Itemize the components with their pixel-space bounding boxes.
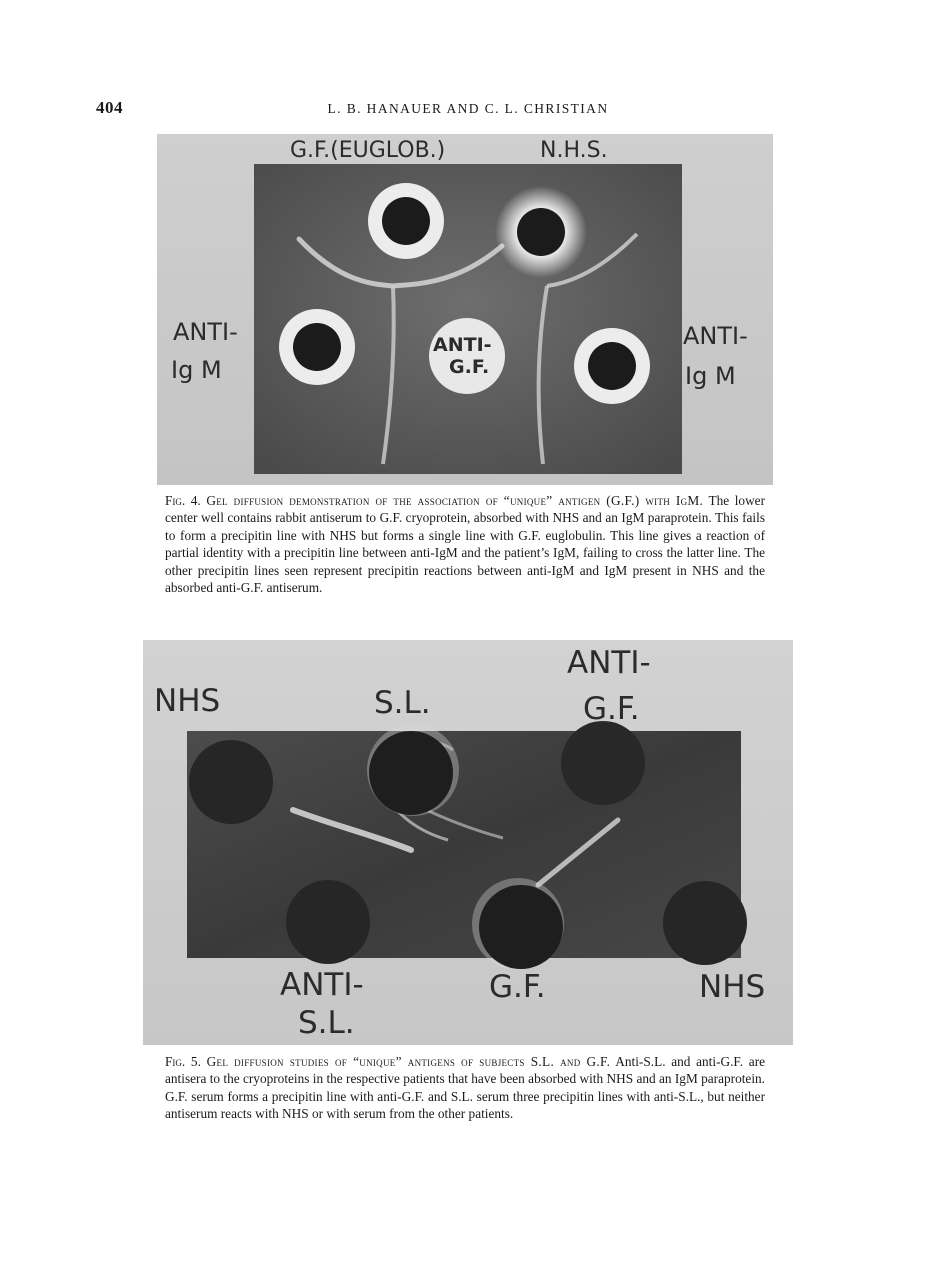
label-nhs-top: NHS [154, 683, 221, 719]
label-anti-gf-line2: G.F. [583, 691, 640, 727]
figure-4-caption-title: Gel diffusion demonstration of the association of “unique” antigen (G.F.) with IgM. [206, 493, 704, 508]
well-sl [367, 724, 459, 816]
label-anti-gf-line1: ANTI- [567, 645, 651, 681]
well-gf [472, 878, 564, 970]
well-nhs-bottom [663, 881, 747, 965]
page-number: 404 [96, 98, 123, 117]
well-gf-euglob [368, 183, 444, 259]
label-anti-sl-line1: ANTI- [280, 967, 364, 1003]
well-anti-gf [561, 721, 645, 805]
well-nhs-top [189, 740, 273, 824]
figure-4-caption-label: Fig. 4. [165, 493, 201, 508]
figure-5-caption [165, 1053, 765, 1123]
label-nhs: N.H.S. [540, 138, 608, 163]
label-anti-igm-right-line2: Ig M [685, 362, 736, 390]
well-anti-igm-left [279, 309, 355, 385]
label-gf-euglob: G.F.(EUGLOB.) [290, 138, 446, 163]
figure-5-photo [143, 640, 793, 1045]
label-sl: S.L. [374, 685, 431, 721]
well-anti-sl [286, 880, 370, 964]
label-anti-igm-left-line1: ANTI- [173, 318, 238, 346]
label-anti-igm-left-line2: Ig M [171, 356, 222, 384]
label-center-well-line1: ANTI- [433, 334, 492, 356]
well-anti-igm-right [574, 328, 650, 404]
figure-5-caption-title: Gel diffusion studies of “unique” antigens of subjects S.L. and G.F. [206, 1054, 611, 1069]
running-head: L. B. HANAUER AND C. L. CHRISTIAN [327, 101, 609, 116]
figure-5-caption-body: Anti-S.L. and anti-G.F. are antisera to the cryoproteins in the respective patients that have been absorbed with NHS and an IgM paraprotein. G.F. serum forms a precipitin line with anti-G.F. and S.L. serum three precipitin lines with anti-S.L., but neither antiserum reacts with NHS or with serum from the other patients. [165, 1054, 766, 1122]
figure-4-caption-body: The lower center well contains rabbit antiserum to G.F. cryoprotein, absorbed with NHS and an IgM paraprotein. This fails to form a precipitin line with NHS but forms a single line with G.F. euglobulin. This line gives a reaction of partial identity with a precipitin line between anti-IgM and the patient’s IgM, failing to cross the latter line. The other precipitin lines seen represent precipitin reactions between anti-IgM and IgM present in NHS and the absorbed anti-G.F. antiserum. [165, 493, 765, 596]
label-anti-igm-right-line1: ANTI- [683, 322, 748, 350]
label-nhs-bottom: NHS [699, 969, 766, 1005]
label-anti-sl-line2: S.L. [298, 1005, 355, 1041]
figure-5-gel-plate [143, 640, 793, 1045]
figure-4-caption [165, 492, 765, 596]
figure-5-caption-label: Fig. 5. [165, 1054, 201, 1069]
figure-4-gel-plate [157, 134, 773, 485]
label-center-well-line2: G.F. [449, 356, 490, 378]
well-nhs [495, 186, 587, 278]
label-gf: G.F. [489, 969, 546, 1005]
figure-4-photo [157, 134, 773, 485]
